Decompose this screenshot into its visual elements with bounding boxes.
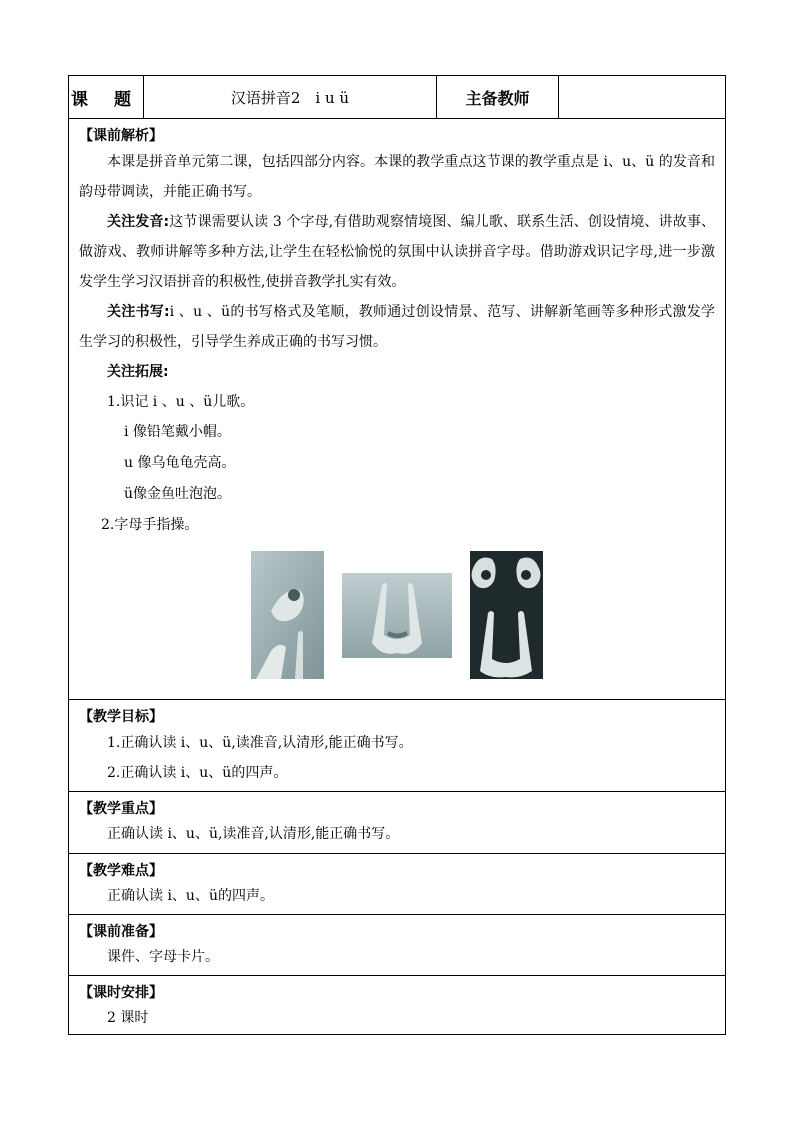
pronunciation-label: 关注发音: <box>107 214 170 230</box>
analysis-heading: 【课前解析】 <box>79 128 163 144</box>
pronunciation-paragraph <box>79 207 715 297</box>
finger-v-photo <box>470 551 543 679</box>
difficulties-heading: 【教学难点】 <box>79 863 163 879</box>
writing-label: 关注书写: <box>107 304 170 320</box>
finger-gesture-photos <box>79 550 715 680</box>
extension-item-2: 2.字母手指操。 <box>101 517 199 533</box>
goals-heading: 【教学目标】 <box>79 709 163 725</box>
lesson-plan-table <box>68 75 726 1035</box>
topic-label: 课 题 <box>71 89 141 110</box>
pronunciation-text: 这节课需要认读 3 个字母,有借助观察情境图、编儿歌、联系生活、创设情境、讲故事、做游戏、教师讲解等多种方法,让学生在轻松愉悦的氛围中认读拼音字母。借助游戏识记字母,进一步激发学生学习汉语拼音的积极性,使拼音教学扎实有效。 <box>79 214 715 290</box>
finger-u-photo <box>342 573 452 658</box>
header-row <box>69 76 725 118</box>
finger-i-photo <box>251 551 324 679</box>
key-points-section <box>69 791 725 853</box>
key-points-heading: 【教学重点】 <box>79 801 163 817</box>
topic-value: 汉语拼音2 i u ü <box>143 76 436 118</box>
extension-label: 关注拓展: <box>107 364 169 380</box>
extension-item-1: 1.识记 i 、u 、ü儿歌。 <box>107 394 255 410</box>
rhyme-u: u 像乌龟龟壳高。 <box>124 455 236 471</box>
difficulties-text: 正确认读 i、u、ü的四声。 <box>107 888 274 904</box>
schedule-text: 2 课时 <box>107 1010 149 1026</box>
teacher-value <box>558 76 725 118</box>
key-points-text: 正确认读 i、u、ü,读准音,认清形,能正确书写。 <box>107 826 400 842</box>
goals-section <box>69 699 725 791</box>
schedule-section <box>69 975 725 1034</box>
analysis-section <box>69 118 725 699</box>
goal-item-1: 1.正确认读 i、u、ü,读准音,认清形,能正确书写。 <box>107 735 413 751</box>
preparation-text: 课件、字母卡片。 <box>107 949 219 965</box>
teacher-label: 主备教师 <box>436 76 558 118</box>
preparation-section <box>69 914 725 975</box>
analysis-intro: 本课是拼音单元第二课，包括四部分内容。本课的教学重点这节课的教学重点是 i、u、ü 的发音和韵母带调读，并能正确书写。 <box>79 154 715 200</box>
rhyme-i: i 像铅笔戴小帽。 <box>124 424 231 440</box>
schedule-heading: 【课时安排】 <box>79 985 163 1001</box>
rhyme-v: ü像金鱼吐泡泡。 <box>124 486 232 502</box>
preparation-heading: 【课前准备】 <box>79 924 163 940</box>
difficulties-section <box>69 853 725 914</box>
writing-text: i 、u 、ü的书写格式及笔顺，教师通过创设情景、范写、讲解新笔画等多种形式激发学生学习的积极性，引导学生养成正确的书写习惯。 <box>79 304 715 350</box>
writing-paragraph <box>79 297 715 357</box>
goal-item-2: 2.正确认读 i、u、ü的四声。 <box>107 765 288 781</box>
